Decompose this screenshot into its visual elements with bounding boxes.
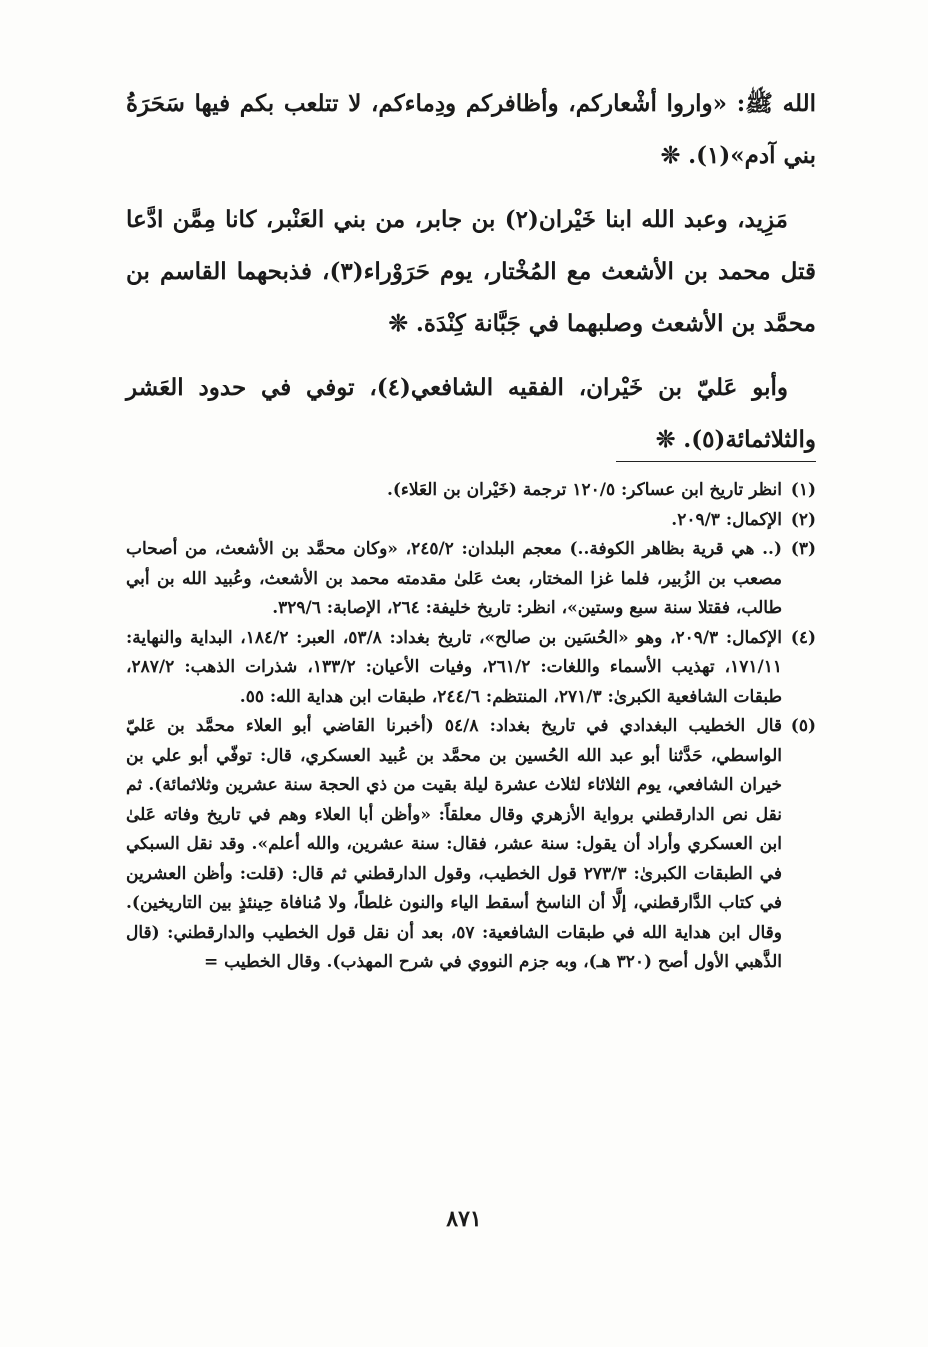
footnote-3 — [126, 535, 816, 624]
footnote-text: الإكمال: ٢٠٩/٣، وهو «الحُسَين بن صالح»، تاريخ بغداد: ٥٣/٨، العبر: ١٨٤/٢، البداية والنهاية: ١٧١/١١، تهذيب الأسماء واللغات: ٢٦١/٢، وفيات الأعيان: ١٣٣/٢، شذرات الذهب: ٢٨٧/٢، طبقات الشافعية الكبرىٰ: ٢٧١/٣، المنتظم: ٢٤٤/٦، طبقات ابن هداية الله: ٥٥. — [126, 627, 782, 707]
footnote-4 — [126, 624, 816, 713]
main-text — [126, 78, 816, 466]
footnote-number: (٢) — [790, 509, 816, 530]
footnote-number: (٥) — [790, 716, 816, 736]
footnote-text: (.. هي قرية بظاهر الكوفة..) معجم البلدان: ٢٤٥/٢، «وكان محمَّد بن الأشعث، من أصحاب مصعب بن الزُبير، فلما غزا المختار، بعث عَلىٰ مقدمته محمد بن الأشعث، وعُبيد الله بن أبي طالب، فقتلا سنة سبع وستين»، انظر: تاريخ خليفة: ٢٦٤، الإصابة: ٣٢٩/٦. — [126, 539, 782, 618]
footnote-2 — [126, 506, 816, 536]
main-paragraph-1: الله ﷺ: «واروا أشْعاركم، وأظافركم ودِماءكم، لا تتلعب بكم فيها سَحَرَةُ بني آدم»(١). ❊ — [126, 90, 816, 169]
page-number: ٨٧١ — [446, 1206, 482, 1232]
main-paragraph-3: وأبو عَليّ بن خَيْران، الفقيه الشافعي(٤)، توفي في حدود العَشر والثلاثمائة(٥). ❊ — [126, 374, 816, 453]
footnote-text: انظر تاريخ ابن عساكر: ١٢٠/٥ ترجمة (خَيْران بن العَلاء). — [386, 480, 782, 500]
footnote-5 — [126, 712, 816, 978]
footnote-number: (١) — [790, 480, 816, 500]
footnote-1 — [126, 476, 816, 506]
footnote-text: الإكمال: ٢٠٩/٣. — [671, 509, 782, 530]
footnote-number: (٣) — [790, 539, 816, 559]
footnote-number: (٤) — [790, 627, 816, 648]
footnotes — [126, 476, 816, 978]
footnote-text: قال الخطيب البغدادي في تاريخ بغداد: ٥٤/٨ (أخبرنا القاضي أبو العلاء محمَّد بن عَليّ الواسطي، حَدَّثنا أبو عبد الله الحُسين بن محمَّد بن عُبيد العسكري، قال: توفّي أبو علي بن خيران الشافعي، يوم الثلاثاء لثلاث عشرة ليلة بقيت من ذي الحجة سنة عشرين وثلاثمائة). ثم نقل نص الدارقطني برواية الأزهري وقال معلقاً: «وأظن أبا العلاء وهم في تاريخ وفاته عَلىٰ ابن العسكري وأراد أن يقول: سنة عشر، فقال: سنة عشرين، والله أعلم». وقد نقل السبكي في الطبقات الكبرىٰ: ٢٧٣/٣ قول الخطيب، وقول الدارقطني ثم قال: (قلت: وأظن العشرين في كتاب الدَّارقطني، إلَّا أن الناسخ أسقط الياء والنون غلطاً، ولا مُنافاة حِينئذٍ بين التاريخين). وقال ابن هداية الله في طبقات الشافعية: ٥٧، بعد أن نقل قول الخطيب والدارقطني: (قال الذَّهبي الأول أصح (٣٢٠ هـ)، وبه جزم النووي في شرح المهذب). وقال الخطيب = — [126, 716, 782, 972]
footnote-separator — [616, 461, 816, 462]
main-paragraph-2: مَزِيد، وعبد الله ابنا خَيْران(٢) بن جابر، من بني العَنْبر، كانا مِمَّن ادَّعا قتل محمد بن الأشعث مع المُخْتار، يوم حَرَوْراء(٣)، فذبحهما القاسم بن محمَّد بن الأشعث وصلبهما في جَبَّانة كِنْدَة. ❊ — [126, 206, 816, 337]
